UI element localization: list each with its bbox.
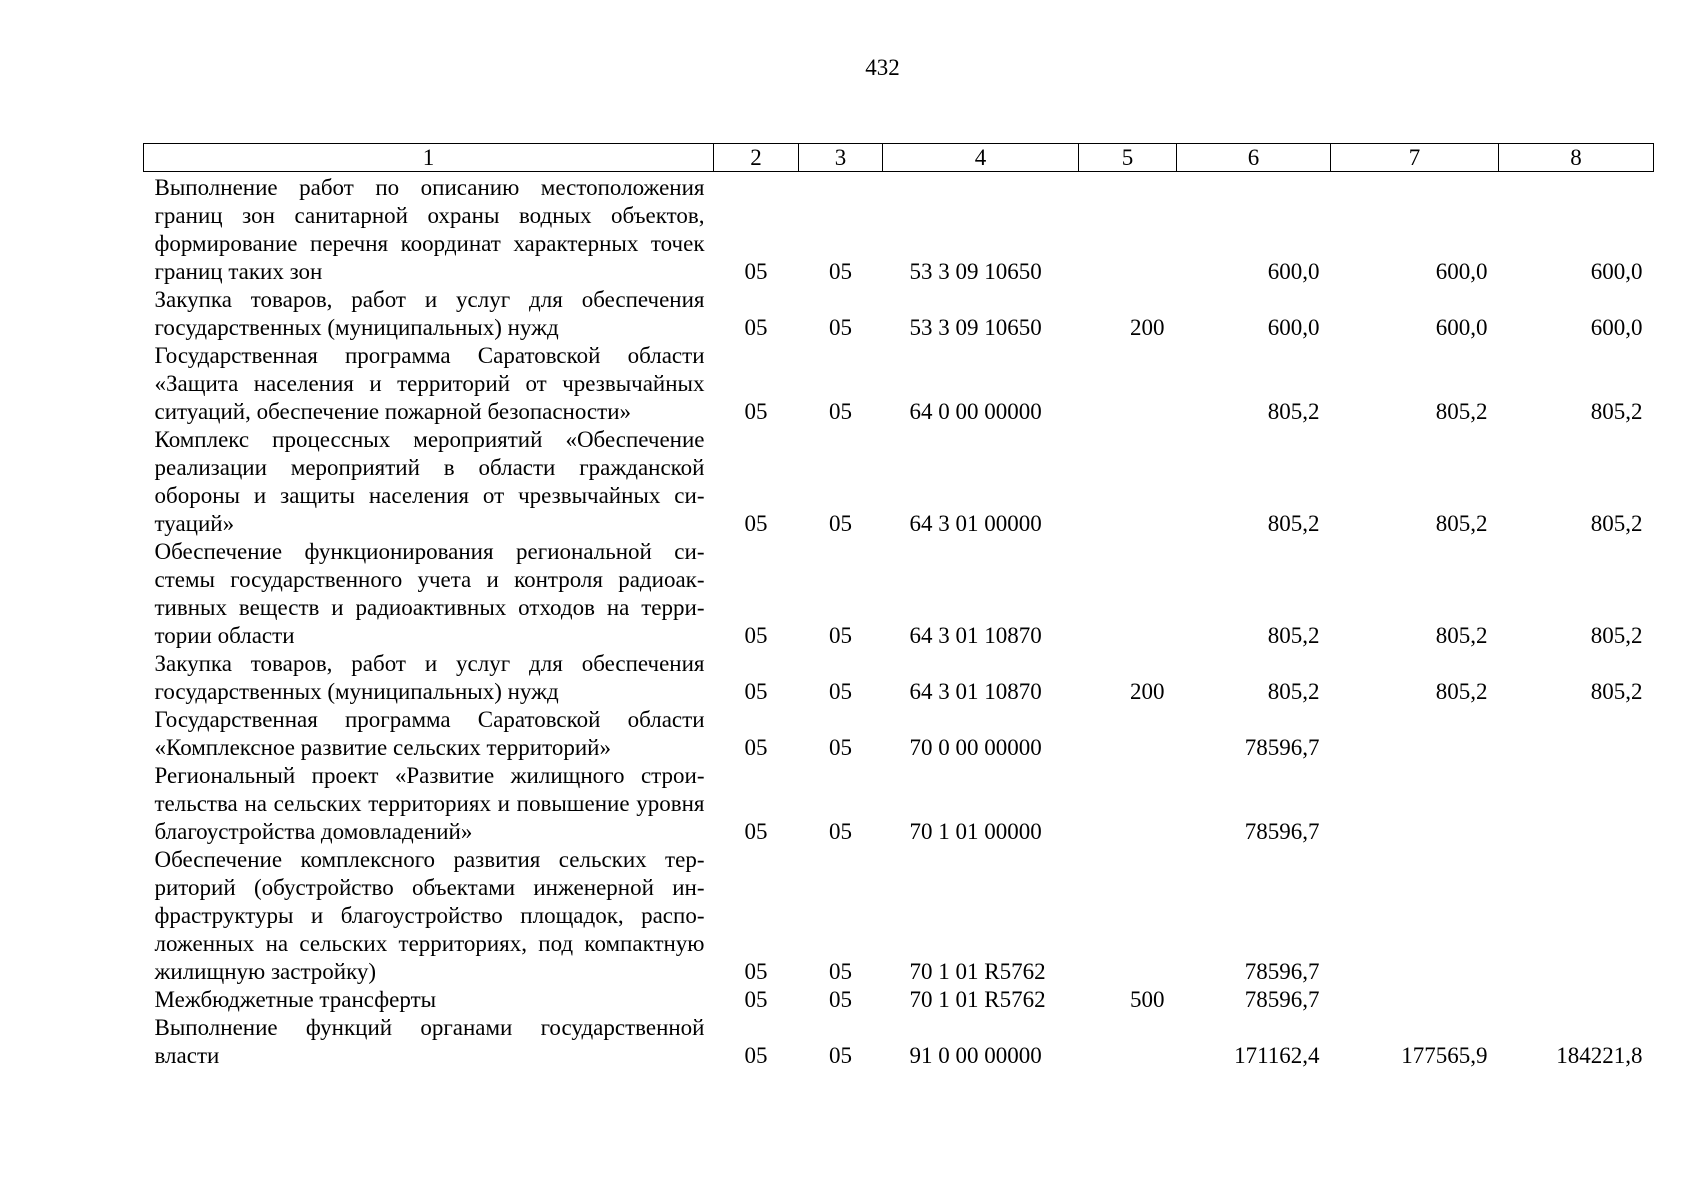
header-cell-year3: 8 — [1499, 144, 1654, 172]
subsection-code: 05 — [829, 735, 852, 760]
header-row — [144, 144, 1654, 172]
header-cell-section: 2 — [714, 144, 799, 172]
amount-year-2 — [1331, 986, 1499, 1014]
table-row — [144, 762, 1654, 846]
amount-year-3: 600,0 — [1590, 259, 1643, 284]
target-article-code: 70 1 01 R5762 — [909, 959, 1046, 984]
target-article-code: 64 3 01 10870 — [909, 679, 1042, 704]
expense-kind-code — [1079, 846, 1177, 986]
expense-kind-code: 200 — [1130, 315, 1165, 340]
subsection-code: 05 — [829, 959, 852, 984]
target-article-code: 70 0 00 00000 — [909, 735, 1042, 760]
item-name: Обеспечение комплексного развития сельских территорий (обустройство объектами инженерной инфраструктуры и благоустройство площадок, расположенных на сельских территориях, под компактную жилищную застройку) — [154, 847, 705, 984]
section-code: 05 — [744, 819, 768, 844]
amount-year-2 — [1331, 846, 1499, 986]
expense-kind-code — [1079, 1014, 1177, 1070]
amount-year-3 — [1499, 762, 1654, 846]
item-name: Выполнение работ по описанию местоположения границ зон санитарной охраны водных объектов, формирование перечня координат характерных точек границ таких зон — [154, 175, 705, 284]
subsection-code: 05 — [829, 623, 852, 648]
header-cell-target: 4 — [883, 144, 1079, 172]
amount-year-1: 805,2 — [1267, 511, 1320, 536]
section-code: 05 — [744, 1043, 768, 1068]
table-row — [144, 538, 1654, 650]
item-name: Обеспечение функционирования региональной системы государственного учета и контроля радиоактивных веществ и радиоактивных отходов на территории области — [154, 539, 705, 648]
table-row — [144, 846, 1654, 986]
section-code: 05 — [744, 511, 768, 536]
amount-year-3 — [1499, 706, 1654, 762]
item-name: Межбюджетные трансферты — [154, 987, 437, 1012]
table-row — [144, 286, 1654, 342]
subsection-code: 05 — [829, 399, 852, 424]
table-row — [144, 426, 1654, 538]
subsection-code: 05 — [829, 315, 852, 340]
target-article-code: 53 3 09 10650 — [909, 315, 1042, 340]
amount-year-2: 600,0 — [1435, 315, 1488, 340]
section-code: 05 — [744, 259, 768, 284]
section-code: 05 — [744, 315, 768, 340]
item-name: Государственная программа Саратовской области «Комплексное развитие сельских территорий» — [154, 707, 705, 760]
expense-kind-code — [1079, 706, 1177, 762]
amount-year-2: 805,2 — [1435, 511, 1488, 536]
item-name: Выполнение функций органами государственной власти — [154, 1015, 705, 1068]
expense-kind-code: 200 — [1130, 679, 1165, 704]
amount-year-3: 805,2 — [1590, 399, 1643, 424]
item-name: Закупка товаров, работ и услуг для обеспечения государственных (муниципальных) нужд — [154, 651, 705, 704]
budget-table — [143, 143, 1654, 1070]
section-code: 05 — [744, 399, 768, 424]
item-name: Региональный проект «Развитие жилищного строительства на сельских территориях и повышение уровня благоустройства домовладений» — [154, 763, 705, 844]
target-article-code: 70 1 01 R5762 — [909, 987, 1046, 1012]
amount-year-3: 805,2 — [1590, 511, 1643, 536]
amount-year-1: 78596,7 — [1244, 987, 1320, 1012]
amount-year-3 — [1499, 846, 1654, 986]
amount-year-2: 805,2 — [1435, 679, 1488, 704]
amount-year-1: 78596,7 — [1244, 819, 1320, 844]
amount-year-2 — [1331, 706, 1499, 762]
subsection-code: 05 — [829, 819, 852, 844]
amount-year-1: 600,0 — [1267, 259, 1320, 284]
target-article-code: 64 3 01 10870 — [909, 623, 1042, 648]
amount-year-1: 171162,4 — [1234, 1043, 1320, 1068]
amount-year-3: 805,2 — [1590, 679, 1643, 704]
subsection-code: 05 — [829, 987, 852, 1012]
amount-year-3: 600,0 — [1590, 315, 1643, 340]
expense-kind-code: 500 — [1130, 987, 1165, 1012]
subsection-code: 05 — [829, 511, 852, 536]
table-row — [144, 986, 1654, 1014]
section-code: 05 — [744, 735, 768, 760]
amount-year-2: 600,0 — [1435, 259, 1488, 284]
table-row — [144, 650, 1654, 706]
section-code: 05 — [744, 623, 768, 648]
target-article-code: 64 3 01 00000 — [909, 511, 1042, 536]
header-cell-year1: 6 — [1177, 144, 1331, 172]
subsection-code: 05 — [829, 259, 852, 284]
expense-kind-code — [1079, 538, 1177, 650]
amount-year-2: 177565,9 — [1401, 1043, 1488, 1068]
target-article-code: 53 3 09 10650 — [909, 259, 1042, 284]
item-name: Закупка товаров, работ и услуг для обеспечения государственных (муниципальных) нужд — [154, 287, 705, 340]
subsection-code: 05 — [829, 679, 852, 704]
amount-year-2: 805,2 — [1435, 399, 1488, 424]
amount-year-1: 600,0 — [1267, 315, 1320, 340]
amount-year-3 — [1499, 986, 1654, 1014]
amount-year-1: 805,2 — [1267, 399, 1320, 424]
table-row — [144, 172, 1654, 287]
amount-year-2 — [1331, 762, 1499, 846]
amount-year-3: 805,2 — [1590, 623, 1643, 648]
target-article-code: 91 0 00 00000 — [909, 1043, 1042, 1068]
item-name: Государственная программа Саратовской области «Защита населения и территорий от чрезвычайных ситуаций, обеспечение пожарной безопасности» — [154, 343, 705, 424]
amount-year-3: 184221,8 — [1556, 1043, 1643, 1068]
subsection-code: 05 — [829, 1043, 852, 1068]
table-row — [144, 1014, 1654, 1070]
amount-year-1: 805,2 — [1267, 679, 1320, 704]
table-header — [144, 144, 1654, 172]
expense-kind-code — [1079, 762, 1177, 846]
page-number: 432 — [865, 55, 900, 80]
section-code: 05 — [744, 987, 768, 1012]
section-code: 05 — [744, 959, 768, 984]
header-cell-kind: 5 — [1079, 144, 1177, 172]
table-row — [144, 342, 1654, 426]
amount-year-2: 805,2 — [1435, 623, 1488, 648]
target-article-code: 70 1 01 00000 — [909, 819, 1042, 844]
expense-kind-code — [1079, 172, 1177, 287]
expense-kind-code — [1079, 426, 1177, 538]
item-name: Комплекс процессных мероприятий «Обеспечение реализации мероприятий в области гражданской обороны и защиты населения от чрезвычайных ситуаций» — [154, 427, 705, 536]
amount-year-1: 78596,7 — [1244, 735, 1320, 760]
expense-kind-code — [1079, 342, 1177, 426]
amount-year-1: 805,2 — [1267, 623, 1320, 648]
target-article-code: 64 0 00 00000 — [909, 399, 1042, 424]
header-cell-subsection: 3 — [799, 144, 883, 172]
header-cell-year2: 7 — [1331, 144, 1499, 172]
amount-year-1: 78596,7 — [1244, 959, 1320, 984]
table-row — [144, 706, 1654, 762]
section-code: 05 — [744, 679, 768, 704]
header-cell-name: 1 — [144, 144, 714, 172]
table-body — [144, 172, 1654, 1071]
